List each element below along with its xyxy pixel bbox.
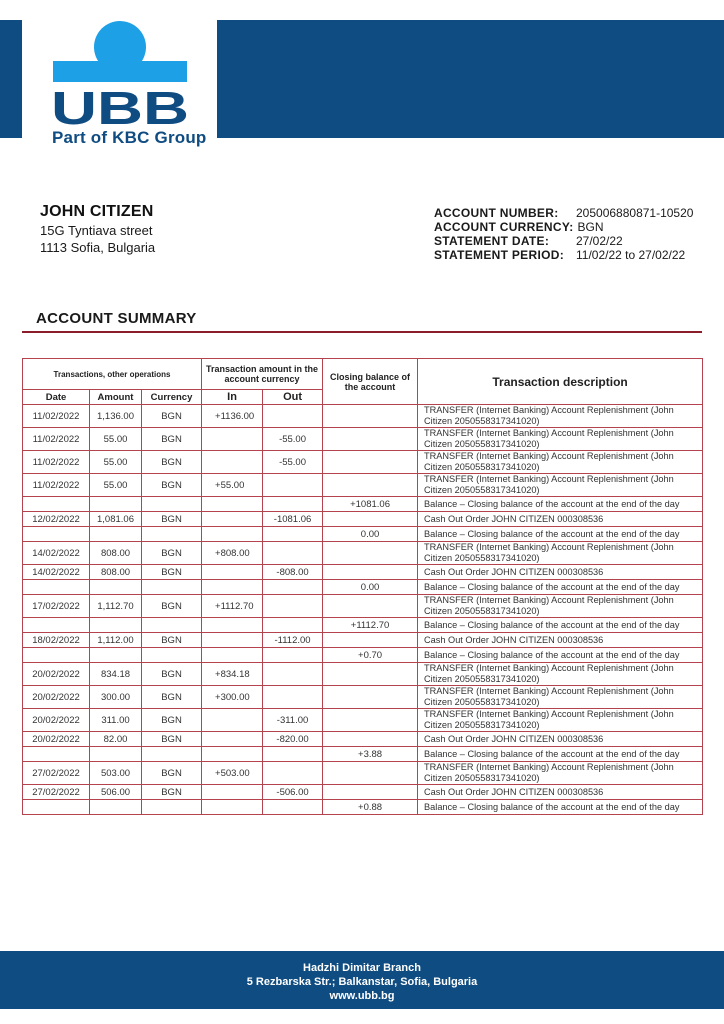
table-row: [23, 747, 703, 762]
cell-date: 20/02/2022: [23, 686, 90, 709]
cell-desc: TRANSFER (Internet Banking) Account Replenishment (John Citizen 2050558317341020): [418, 709, 703, 732]
cell-closing: +0.70: [323, 648, 418, 663]
footer: [0, 951, 724, 1009]
table-row: [23, 512, 703, 527]
cell-in: [202, 527, 263, 542]
cell-currency: [142, 648, 202, 663]
section-divider: [22, 331, 702, 333]
cell-currency: BGN: [142, 405, 202, 428]
cell-out: [263, 474, 323, 497]
cell-closing: [323, 474, 418, 497]
cell-desc: Cash Out Order JOHN CITIZEN 000308536: [418, 633, 703, 648]
cell-date: [23, 618, 90, 633]
cell-out: [263, 618, 323, 633]
footer-address: 5 Rezbarska Str.; Balkanstar, Sofia, Bulgaria: [246, 976, 478, 988]
cell-date: 12/02/2022: [23, 512, 90, 527]
cell-closing: 0.00: [323, 580, 418, 595]
cell-amount: 1,112.00: [90, 633, 142, 648]
customer-block: [40, 203, 155, 255]
cell-desc: Balance – Closing balance of the account at the end of the day: [418, 747, 703, 762]
cell-amount: [90, 747, 142, 762]
cell-out: -506.00: [263, 785, 323, 800]
cell-desc: TRANSFER (Internet Banking) Account Replenishment (John Citizen 2050558317341020): [418, 405, 703, 428]
cell-out: -55.00: [263, 428, 323, 451]
table-row: [23, 709, 703, 732]
section-title: ACCOUNT SUMMARY: [36, 310, 197, 327]
cell-desc: Balance – Closing balance of the account at the end of the day: [418, 580, 703, 595]
cell-out: [263, 762, 323, 785]
cell-closing: [323, 565, 418, 580]
cell-closing: [323, 663, 418, 686]
cell-desc: TRANSFER (Internet Banking) Account Replenishment (John Citizen 2050558317341020): [418, 474, 703, 497]
cell-amount: 503.00: [90, 762, 142, 785]
statement-period: 11/02/22 to 27/02/22: [576, 248, 686, 262]
cell-currency: [142, 618, 202, 633]
header-date: Date: [23, 390, 90, 405]
cell-closing: [323, 686, 418, 709]
cell-amount: [90, 580, 142, 595]
cell-amount: 834.18: [90, 663, 142, 686]
header-out: Out: [263, 390, 323, 405]
cell-out: -311.00: [263, 709, 323, 732]
cell-closing: [323, 785, 418, 800]
cell-in: [202, 648, 263, 663]
cell-currency: BGN: [142, 451, 202, 474]
cell-amount: [90, 497, 142, 512]
cell-amount: 808.00: [90, 565, 142, 580]
header-band-right: [217, 20, 724, 138]
cell-in: +503.00: [202, 762, 263, 785]
cell-amount: 1,112.70: [90, 595, 142, 618]
table-row: [23, 405, 703, 428]
cell-out: [263, 686, 323, 709]
cell-desc: Cash Out Order JOHN CITIZEN 000308536: [418, 512, 703, 527]
cell-in: +808.00: [202, 542, 263, 565]
cell-desc: TRANSFER (Internet Banking) Account Replenishment (John Citizen 2050558317341020): [418, 542, 703, 565]
cell-currency: BGN: [142, 732, 202, 747]
cell-amount: 55.00: [90, 474, 142, 497]
cell-date: 11/02/2022: [23, 451, 90, 474]
cell-out: [263, 663, 323, 686]
table-row: [23, 474, 703, 497]
cell-amount: 311.00: [90, 709, 142, 732]
cell-out: -808.00: [263, 565, 323, 580]
cell-desc: Balance – Closing balance of the account at the end of the day: [418, 800, 703, 815]
account-currency-label: ACCOUNT CURRENCY:: [434, 220, 574, 234]
cell-in: +1136.00: [202, 405, 263, 428]
table-row: [23, 565, 703, 580]
table-row: [23, 633, 703, 648]
cell-out: [263, 580, 323, 595]
cell-currency: BGN: [142, 686, 202, 709]
cell-currency: BGN: [142, 512, 202, 527]
cell-closing: [323, 451, 418, 474]
cell-out: [263, 648, 323, 663]
header-in: In: [202, 390, 263, 405]
cell-closing: [323, 762, 418, 785]
cell-closing: 0.00: [323, 527, 418, 542]
header-transactions: Transactions, other operations: [23, 359, 202, 390]
cell-currency: BGN: [142, 785, 202, 800]
cell-in: +55.00: [202, 474, 263, 497]
footer-branch: Hadzhi Dimitar Branch: [303, 962, 421, 974]
brand-tagline: Part of KBC Group: [52, 128, 207, 147]
table-row: [23, 648, 703, 663]
table-row: [23, 451, 703, 474]
table-row: [23, 663, 703, 686]
cell-amount: 506.00: [90, 785, 142, 800]
cell-out: -820.00: [263, 732, 323, 747]
header-band-left: [0, 20, 22, 138]
cell-out: [263, 800, 323, 815]
account-number-label: ACCOUNT NUMBER:: [434, 206, 559, 220]
cell-date: 17/02/2022: [23, 595, 90, 618]
cell-out: -1112.00: [263, 633, 323, 648]
header-amount: Amount: [90, 390, 142, 405]
cell-date: 20/02/2022: [23, 709, 90, 732]
cell-in: [202, 512, 263, 527]
cell-out: [263, 747, 323, 762]
table-row: [23, 580, 703, 595]
cell-currency: BGN: [142, 428, 202, 451]
cell-amount: 1,081.06: [90, 512, 142, 527]
cell-closing: +0.88: [323, 800, 418, 815]
cell-currency: [142, 800, 202, 815]
cell-closing: [323, 405, 418, 428]
cell-currency: [142, 497, 202, 512]
cell-date: [23, 497, 90, 512]
cell-desc: Balance – Closing balance of the account at the end of the day: [418, 618, 703, 633]
cell-amount: [90, 648, 142, 663]
table-row: [23, 762, 703, 785]
cell-amount: [90, 527, 142, 542]
cell-out: [263, 405, 323, 428]
cell-date: 20/02/2022: [23, 663, 90, 686]
customer-city: 1113 Sofia, Bulgaria: [40, 240, 156, 255]
cell-closing: [323, 542, 418, 565]
cell-in: [202, 451, 263, 474]
customer-name: JOHN CITIZEN: [40, 203, 154, 220]
cell-closing: [323, 732, 418, 747]
cell-desc: TRANSFER (Internet Banking) Account Replenishment (John Citizen 2050558317341020): [418, 595, 703, 618]
cell-desc: Cash Out Order JOHN CITIZEN 000308536: [418, 565, 703, 580]
cell-in: [202, 785, 263, 800]
cell-out: -55.00: [263, 451, 323, 474]
cell-amount: 300.00: [90, 686, 142, 709]
cell-in: [202, 580, 263, 595]
cell-closing: [323, 709, 418, 732]
cell-date: 14/02/2022: [23, 565, 90, 580]
account-info: [434, 206, 693, 262]
cell-amount: [90, 618, 142, 633]
cell-date: 11/02/2022: [23, 474, 90, 497]
statement-period-label: STATEMENT PERIOD:: [434, 248, 564, 262]
cell-closing: [323, 512, 418, 527]
cell-in: [202, 732, 263, 747]
header-closing-balance: Closing balance of the account: [323, 359, 418, 405]
account-currency: BGN: [577, 220, 604, 234]
customer-street: 15G Tyntiava street: [40, 223, 153, 238]
cell-in: [202, 709, 263, 732]
cell-closing: [323, 428, 418, 451]
table-row: [23, 618, 703, 633]
cell-out: [263, 542, 323, 565]
table-row: [23, 686, 703, 709]
cell-amount: [90, 800, 142, 815]
table-row: [23, 595, 703, 618]
cell-in: [202, 497, 263, 512]
cell-amount: 1,136.00: [90, 405, 142, 428]
cell-currency: BGN: [142, 595, 202, 618]
statement-date-label: STATEMENT DATE:: [434, 234, 550, 248]
cell-date: [23, 580, 90, 595]
cell-in: [202, 565, 263, 580]
table-row: [23, 542, 703, 565]
header-amount-in-currency: Transaction amount in the account currency: [202, 359, 323, 390]
cell-in: +300.00: [202, 686, 263, 709]
cell-amount: 55.00: [90, 451, 142, 474]
cell-closing: +3.88: [323, 747, 418, 762]
cell-date: [23, 747, 90, 762]
header-description: Transaction description: [418, 359, 703, 405]
statement-date: 27/02/22: [576, 234, 623, 248]
cell-date: 18/02/2022: [23, 633, 90, 648]
table-row: [23, 428, 703, 451]
transactions-table: [22, 358, 703, 815]
table-row: [23, 497, 703, 512]
table-row: [23, 527, 703, 542]
cell-desc: Balance – Closing balance of the account at the end of the day: [418, 497, 703, 512]
cell-out: [263, 595, 323, 618]
cell-date: 14/02/2022: [23, 542, 90, 565]
cell-closing: +1112.70: [323, 618, 418, 633]
cell-in: +834.18: [202, 663, 263, 686]
cell-in: [202, 800, 263, 815]
cell-date: [23, 527, 90, 542]
cell-desc: Cash Out Order JOHN CITIZEN 000308536: [418, 732, 703, 747]
cell-amount: 82.00: [90, 732, 142, 747]
cell-amount: 808.00: [90, 542, 142, 565]
cell-currency: BGN: [142, 709, 202, 732]
table-row: [23, 785, 703, 800]
cell-closing: [323, 595, 418, 618]
cell-date: 11/02/2022: [23, 405, 90, 428]
cell-date: 27/02/2022: [23, 785, 90, 800]
cell-in: [202, 747, 263, 762]
cell-currency: BGN: [142, 542, 202, 565]
cell-desc: TRANSFER (Internet Banking) Account Replenishment (John Citizen 2050558317341020): [418, 686, 703, 709]
cell-currency: BGN: [142, 565, 202, 580]
svg-text:UBB: UBB: [51, 82, 189, 134]
cell-currency: [142, 527, 202, 542]
cell-amount: 55.00: [90, 428, 142, 451]
cell-desc: TRANSFER (Internet Banking) Account Replenishment (John Citizen 2050558317341020): [418, 451, 703, 474]
cell-in: +1112.70: [202, 595, 263, 618]
cell-closing: +1081.06: [323, 497, 418, 512]
cell-in: [202, 633, 263, 648]
table-row: [23, 800, 703, 815]
cell-in: [202, 428, 263, 451]
cell-currency: [142, 580, 202, 595]
cell-date: 27/02/2022: [23, 762, 90, 785]
cell-currency: [142, 747, 202, 762]
cell-desc: TRANSFER (Internet Banking) Account Replenishment (John Citizen 2050558317341020): [418, 762, 703, 785]
cell-in: [202, 618, 263, 633]
cell-out: [263, 527, 323, 542]
header-currency: Currency: [142, 390, 202, 405]
cell-desc: Balance – Closing balance of the account at the end of the day: [418, 648, 703, 663]
cell-out: [263, 497, 323, 512]
cell-desc: Cash Out Order JOHN CITIZEN 000308536: [418, 785, 703, 800]
cell-currency: BGN: [142, 663, 202, 686]
cell-currency: BGN: [142, 633, 202, 648]
cell-desc: TRANSFER (Internet Banking) Account Replenishment (John Citizen 2050558317341020): [418, 663, 703, 686]
cell-date: 11/02/2022: [23, 428, 90, 451]
cell-date: 20/02/2022: [23, 732, 90, 747]
cell-closing: [323, 633, 418, 648]
cell-desc: Balance – Closing balance of the account at the end of the day: [418, 527, 703, 542]
account-number: 205006880871-10520: [576, 206, 694, 220]
cell-currency: BGN: [142, 474, 202, 497]
footer-website[interactable]: www.ubb.bg: [329, 990, 395, 1002]
table-row: [23, 732, 703, 747]
cell-date: [23, 800, 90, 815]
cell-out: -1081.06: [263, 512, 323, 527]
cell-desc: TRANSFER (Internet Banking) Account Replenishment (John Citizen 2050558317341020): [418, 428, 703, 451]
cell-date: [23, 648, 90, 663]
cell-currency: BGN: [142, 762, 202, 785]
